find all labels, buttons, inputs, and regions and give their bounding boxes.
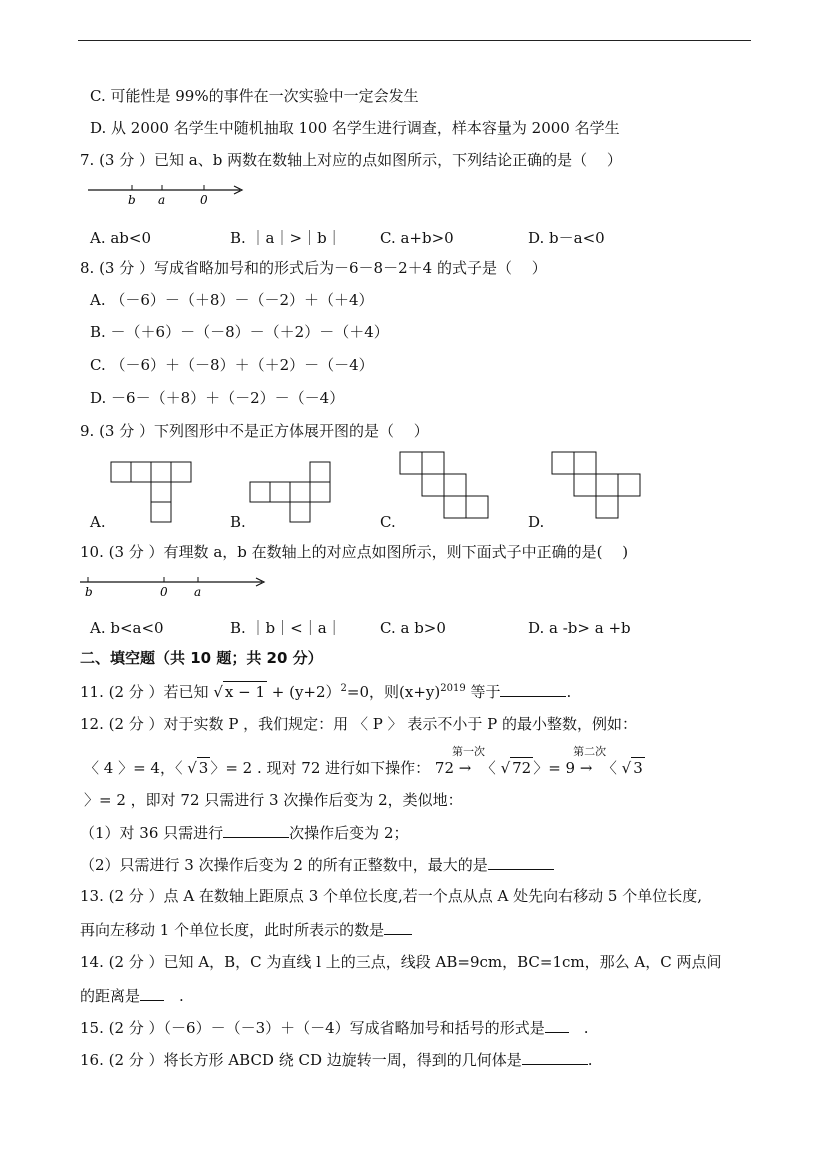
q14-end: . (164, 987, 184, 1005)
q11-post2: 等于 (465, 683, 501, 701)
q7-number-line (88, 178, 258, 208)
q7-stem: 7. (3 分 ）已知 a、b 两数在数轴上对应的点如图所示，下列结论正确的是（ ） (80, 151, 622, 169)
q12-p2: （2）只需进行 3 次操作后变为 2 的所有正整数中，最大的是 (80, 856, 488, 874)
q11-exponent: 2019 (440, 683, 466, 694)
q12-step2-label: 第二次 (573, 745, 607, 758)
q11-square: 2 (340, 683, 347, 694)
q12-root-3b: 3 (633, 759, 643, 777)
q14-blank[interactable] (140, 985, 164, 1001)
q7-label-a: a (158, 193, 166, 207)
q7-option-c: C. a+b>0 (380, 229, 454, 247)
q13-l2: 再向左移动 1 个单位长度，此时所表示的数是 (80, 921, 385, 939)
q12-root-3a: 3 (198, 759, 209, 777)
q10-label-a: a (194, 585, 202, 599)
q11-pre: 11. (2 分 ）若已知 (80, 683, 214, 701)
q12-step1-label: 第一次 (452, 745, 486, 758)
q15-blank[interactable] (545, 1017, 569, 1033)
q15 (80, 1017, 588, 1038)
q12-root-72: 72 (512, 759, 532, 777)
q9-figure-c (400, 452, 492, 524)
section-title-fill-blank: 二、填空题（共 10 题；共 20 分） (80, 649, 323, 667)
q9-option-a: A. (90, 513, 106, 531)
q8-stem: 8. (3 分 ）写成省略加号和的形式后为－6－8－2＋4 的式子是（ ） (80, 259, 547, 277)
q12-part1 (80, 822, 408, 843)
q10-option-a: A. b<a<0 (90, 619, 164, 637)
q7-option-d: D. b－a<0 (528, 229, 605, 247)
q11-answer-blank[interactable] (500, 681, 566, 697)
q11-radicand: x − 1 (224, 683, 265, 701)
q12-l2a: 〈 4 〉= 4，〈 (84, 759, 188, 777)
header-rule (78, 40, 751, 41)
q9-option-c: C. (380, 513, 396, 531)
q8-option-b: B. －（＋6）－（－8）－（＋2）－（＋4） (90, 323, 389, 341)
q9-figure-b (250, 462, 332, 524)
q8-option-d: D. －6－（＋8）＋（－2）－（－4） (90, 389, 345, 407)
q11: 11. (2 分 ）若已知 √ x − 1 + (y+2）$^2$=0，则$(x+y)^{2019}$ 等于 . (80, 683, 572, 701)
q7-option-b: B. ｜a｜>｜b｜ (230, 229, 342, 247)
q12-stem: 12. (2 分 ）对于实数 P ，我们规定：用 〈 P 〉 表示不小于 P 的最小整数，例如： (80, 715, 637, 733)
q11-post1: =0，则(x+y) (346, 683, 441, 701)
q14-l2: 的距离是 (80, 987, 141, 1005)
q16 (80, 1049, 593, 1070)
q16-text: 16. (2 分 ）将长方形 ABCD 绕 CD 边旋转一周，得到的几何体是 (80, 1051, 522, 1069)
q12-line3: 〉= 2 ，即对 72 只需进行 3 次操作后变为 2，类似地： (84, 791, 463, 809)
q7-option-a: A. ab<0 (90, 229, 152, 247)
q14-line1: 14. (2 分 ）已知 A，B，C 为直线 l 上的三点，线段 AB=9cm，BC=1cm，那么 A，C 两点间 (80, 953, 722, 971)
q13-line1: 13. (2 分 ）点 A 在数轴上距原点 3 个单位长度,若一个点从点 A 处先向右移动 5 个单位长度, (80, 887, 702, 905)
q8-option-c: C. （－6）＋（－8）＋（＋2）－（－4） (90, 356, 374, 374)
q10-option-c: C. a b>0 (380, 619, 446, 637)
q8-option-a: A. （－6）－（＋8）－（－2）＋（＋4） (90, 291, 374, 309)
q10-stem: 10. (3 分 ）有理数 a，b 在数轴上的对应点如图所示，则下面式子中正确的是( ) (80, 543, 629, 561)
q12-l2d: 〉= 9 (533, 759, 576, 777)
q6-option-d: D. 从 2000 名学生中随机抽取 100 名学生进行调查，样本容量为 2000 名学生 (90, 119, 620, 137)
q7-label-zero: 0 (200, 193, 208, 207)
q12-part1-blank[interactable] (223, 822, 289, 838)
q15-text: 15. (2 分 ）（－6）－（－3）＋（－4）写成省略加号和括号的形式是 (80, 1019, 545, 1037)
q10-option-d: D. a -b> a +b (528, 619, 631, 637)
q13-line2 (80, 919, 412, 940)
q9-option-d: D. (528, 513, 545, 531)
q7-label-b: b (128, 193, 136, 207)
q12-line2: 〈 4 〉= 4，〈 √ 3 〉= 2 . 现对 72 进行如下操作： 72 第一次 → 〈 √ 72 〉= 9 第二次 → 〈 √ 3 (84, 757, 645, 778)
q9-figure-a (111, 462, 193, 524)
q12-l2e: 〈 (597, 759, 622, 777)
q13-blank[interactable] (384, 919, 412, 935)
q11-end: . (566, 683, 572, 701)
q12-arrow-1: → (458, 759, 472, 777)
q9-option-b: B. (230, 513, 246, 531)
q10-option-b: B. ｜b｜<｜a｜ (230, 619, 342, 637)
q15-end: . (568, 1019, 589, 1037)
q9-stem: 9. (3 分 ）下列图形中不是正方体展开图的是（ ） (80, 422, 429, 440)
q12-l2b: 〉= 2 . 现对 72 进行如下操作： 72 (210, 759, 455, 777)
q12-arrow-2: → (579, 759, 593, 777)
q10-label-zero: 0 (160, 585, 168, 599)
q12-p1a: （1）对 36 只需进行 (80, 824, 224, 842)
q10-number-line (80, 570, 280, 600)
q11-mid: + (y+2） (267, 683, 341, 701)
q12-l2c: 〈 (476, 759, 501, 777)
q9-figure-d (552, 452, 644, 524)
q10-label-b: b (85, 585, 93, 599)
q6-option-c: C. 可能性是 99%的事件在一次实验中一定会发生 (90, 87, 419, 105)
q14-line2 (80, 985, 184, 1006)
q12-part2-blank[interactable] (488, 854, 554, 870)
q12-p1b: 次操作后变为 2； (289, 824, 409, 842)
q16-end: . (587, 1051, 593, 1069)
q16-blank[interactable] (522, 1049, 588, 1065)
q12-part2 (80, 854, 554, 875)
